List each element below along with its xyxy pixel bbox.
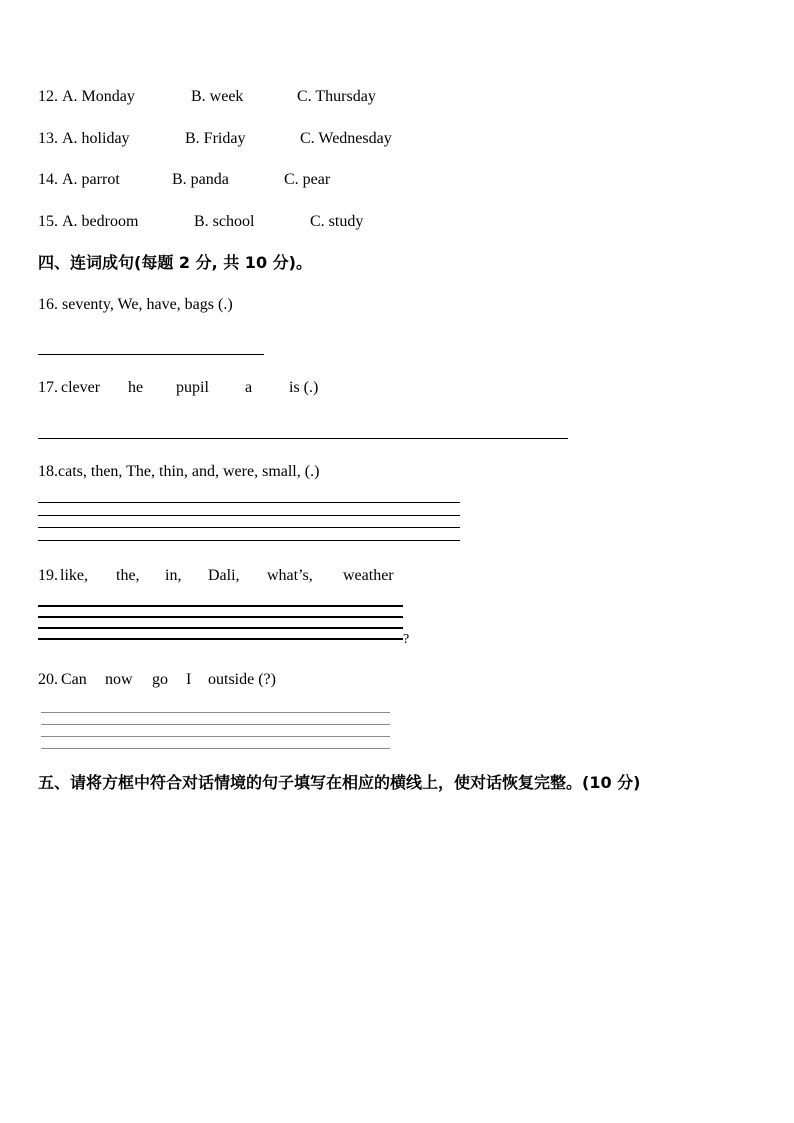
option-c: C. Wednesday bbox=[300, 130, 392, 147]
word: outside (?) bbox=[208, 671, 276, 688]
word: like, bbox=[60, 567, 88, 584]
answer-line bbox=[38, 515, 460, 516]
answer-line bbox=[38, 627, 403, 629]
answer-line bbox=[38, 638, 403, 640]
question-17 bbox=[38, 378, 319, 398]
answer-line[interactable] bbox=[41, 712, 390, 713]
word: what’s, bbox=[267, 567, 313, 584]
answer-line bbox=[38, 540, 460, 541]
option-b: B. Friday bbox=[185, 130, 246, 147]
question-number: 14. bbox=[38, 171, 58, 188]
option-b: B. school bbox=[194, 213, 255, 230]
option-a: A. parrot bbox=[62, 171, 120, 188]
question-12 bbox=[38, 87, 376, 107]
answer-line[interactable] bbox=[38, 605, 403, 607]
question-mark: ? bbox=[403, 632, 410, 647]
question-number: 19. bbox=[38, 567, 58, 584]
word: in, bbox=[165, 567, 182, 584]
word: pupil bbox=[176, 379, 209, 396]
option-c: C. pear bbox=[284, 171, 331, 188]
word: is (.) bbox=[289, 379, 319, 396]
question-16: 16. seventy, We, have, bags (.) bbox=[38, 296, 233, 313]
answer-line[interactable] bbox=[38, 502, 460, 503]
word: Dali, bbox=[208, 567, 240, 584]
word: he bbox=[128, 379, 144, 396]
option-c: C. study bbox=[310, 213, 364, 230]
option-b: B. week bbox=[191, 88, 244, 105]
word: weather bbox=[343, 567, 394, 584]
question-number: 15. bbox=[38, 213, 58, 230]
section-4-heading: 四、连词成句(每题 2 分, 共 10 分)。 bbox=[38, 253, 312, 272]
question-number: 12. bbox=[38, 88, 58, 105]
answer-line bbox=[38, 527, 460, 528]
section-5-heading: 五、请将方框中符合对话情境的句子填写在相应的横线上，使对话恢复完整。(10 分) bbox=[38, 773, 641, 792]
question-15 bbox=[38, 212, 364, 232]
question-number: 20. bbox=[38, 671, 58, 688]
answer-line bbox=[38, 616, 403, 618]
word: go bbox=[152, 671, 168, 688]
option-a: A. Monday bbox=[62, 88, 135, 105]
answer-line bbox=[41, 724, 390, 725]
word: a bbox=[245, 379, 253, 396]
word: now bbox=[105, 671, 133, 688]
answer-line bbox=[41, 748, 390, 749]
option-a: A. bedroom bbox=[62, 213, 139, 230]
question-20 bbox=[38, 670, 276, 690]
question-13 bbox=[38, 129, 392, 149]
word: the, bbox=[116, 567, 140, 584]
question-number: 13. bbox=[38, 130, 58, 147]
question-14 bbox=[38, 170, 331, 190]
question-19 bbox=[38, 566, 394, 586]
answer-line[interactable] bbox=[38, 438, 568, 439]
answer-line bbox=[41, 736, 390, 737]
option-a: A. holiday bbox=[62, 130, 130, 147]
question-18: 18.cats, then, The, thin, and, were, small, (.) bbox=[38, 463, 320, 480]
word: I bbox=[186, 671, 192, 688]
word: Can bbox=[61, 671, 87, 688]
question-number: 17. bbox=[38, 379, 58, 396]
option-c: C. Thursday bbox=[297, 88, 376, 105]
word: clever bbox=[61, 379, 101, 396]
option-b: B. panda bbox=[172, 171, 229, 188]
answer-line[interactable] bbox=[38, 354, 264, 355]
